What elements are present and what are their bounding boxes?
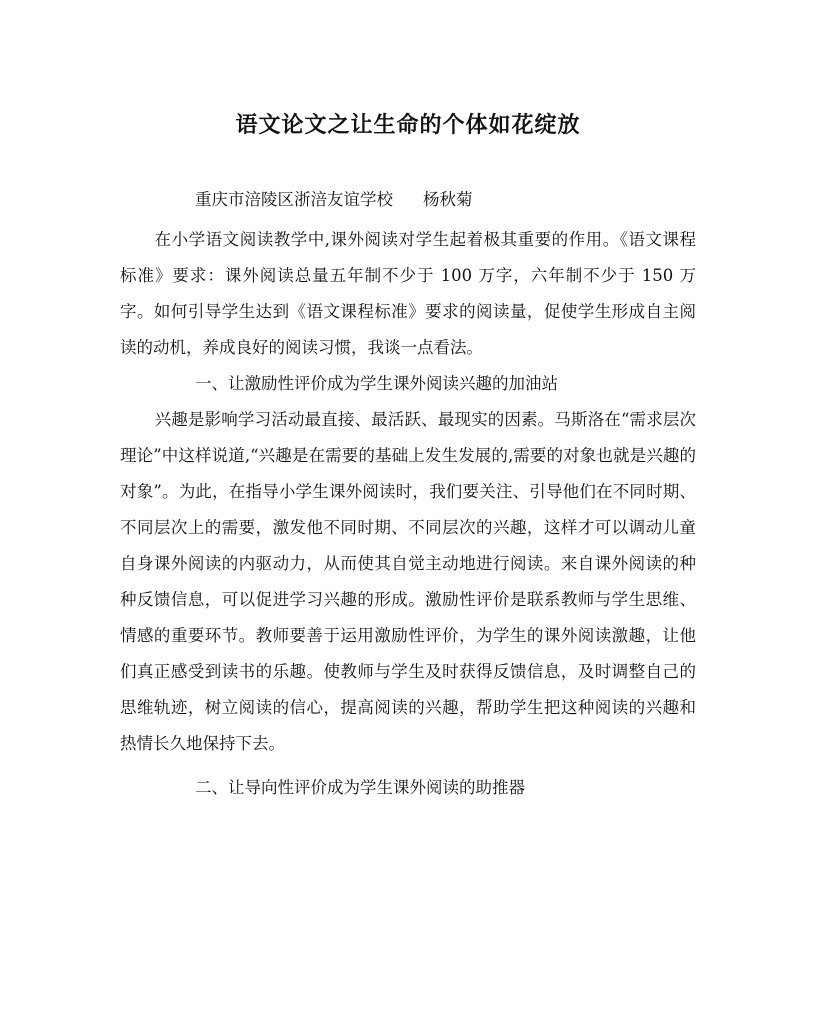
author-line bbox=[195, 186, 473, 210]
document-body bbox=[120, 222, 696, 806]
section-heading-1: 一、让激励性评价成为学生课外阅读兴趣的加油站 bbox=[195, 374, 558, 393]
document-title: 语文论文之让生命的个体如花绽放 bbox=[235, 112, 581, 138]
body-paragraph: 兴趣是影响学习活动最直接、最活跃、最现实的因素。马斯洛在“需求层次理论”中这样说道,“兴趣是在需要的基础上发生发展的,需要的对象也就是兴趣的对象”。为此，在指导小学生课外阅读时，我们要关注、引导他们在不同时期、不同层次上的需要，激发他不同时期、不同层次的兴趣，这样才可以调动儿童自身课外阅读的内驱动力，从而使其自觉主动地进行阅读。来自课外阅读的种种反馈信息，可以促进学习兴趣的形成。激励性评价是联系教师与学生思维、情感的重要环节。教师要善于运用激励性评价，为学生的课外阅读激趣，让他们真正感受到读书的乐趣。使教师与学生及时获得反馈信息，及时调整自己的思维轨迹，树立阅读的信心，提高阅读的兴趣，帮助学生把这种阅读的兴趣和热情长久地保持下去。 bbox=[120, 410, 696, 753]
section-heading-2: 二、让导向性评价成为学生课外阅读的助推器 bbox=[195, 778, 525, 797]
author-school: 重庆市涪陵区浙涪友谊学校 bbox=[195, 190, 393, 209]
author-name: 杨秋菊 bbox=[423, 190, 473, 209]
intro-paragraph: 在小学语文阅读教学中,课外阅读对学生起着极其重要的作用。《语文课程标准》要求：课外阅读总量五年制不少于 100 万字，六年制不少于 150 万字。如何引导学生达到《语文课程标准》要求的阅读量，促使学生形成自主阅读的动机，养成良好的阅读习惯，我谈一点看法。 bbox=[120, 230, 696, 357]
